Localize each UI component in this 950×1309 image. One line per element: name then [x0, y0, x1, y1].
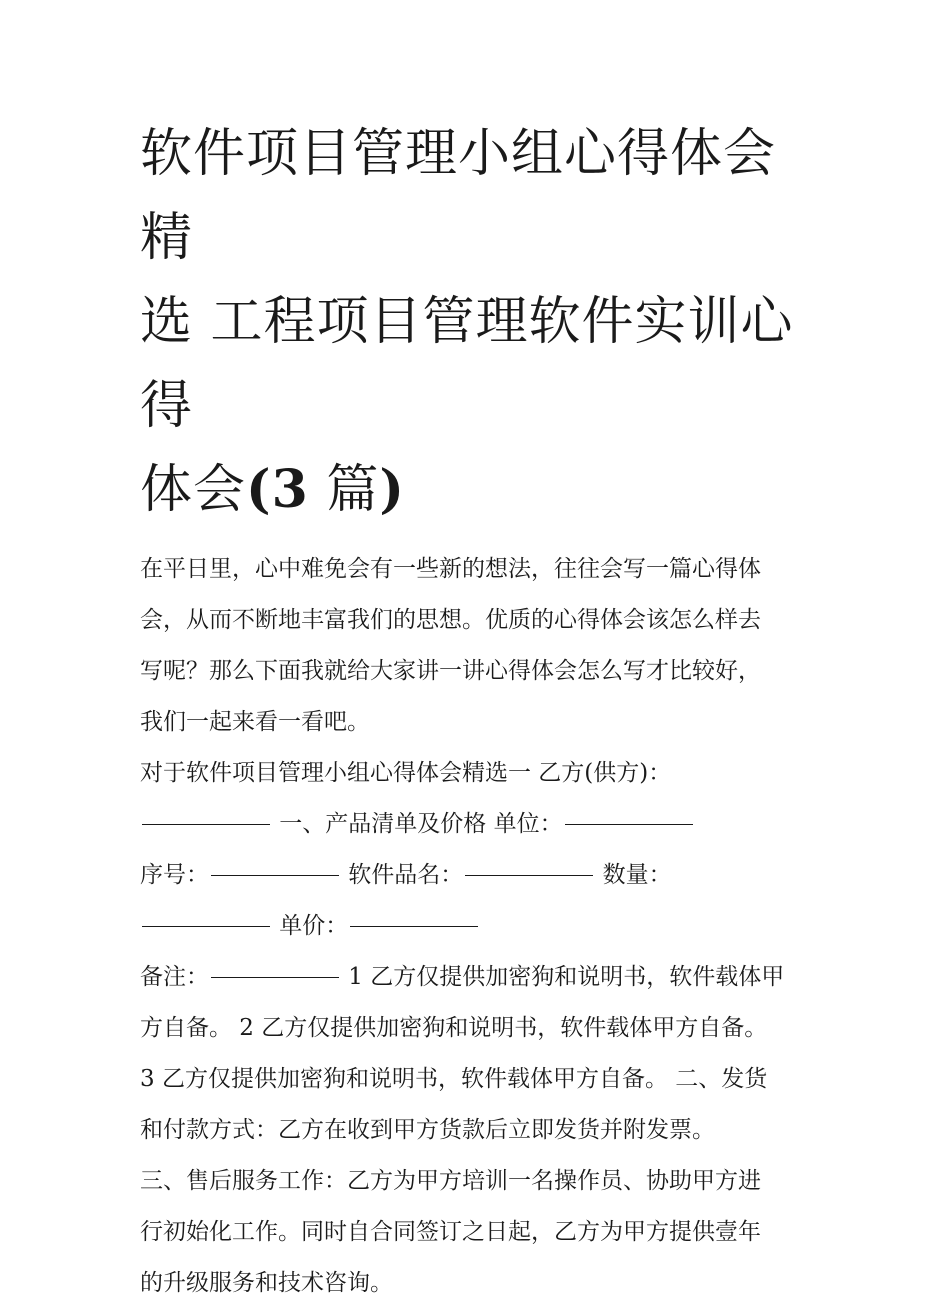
- title-line-3-number: (3: [246, 459, 309, 520]
- fill-blank: [211, 874, 339, 876]
- title-line-3-close: ): [379, 459, 405, 520]
- intro-line-4: 我们一起来看一看吧。: [140, 709, 370, 735]
- remarks-line-1: 1 乙方仅提供加密狗和说明书，软件载体甲: [341, 964, 785, 990]
- remarks-line-4: 和付款方式：乙方在收到甲方货款后立即发货并附发票。: [140, 1117, 715, 1143]
- contract-fields-paragraph: [140, 799, 820, 952]
- section-heading: 对于软件项目管理小组心得体会精选一 乙方(供方)：: [140, 760, 672, 786]
- remarks-paragraph: [140, 952, 820, 1156]
- fill-blank: [211, 976, 339, 978]
- software-name-label: 软件品名：: [341, 862, 464, 888]
- unit-price-label: 单价：: [272, 913, 349, 939]
- title-line-1: 软件项目管理小组心得体会精: [140, 124, 777, 268]
- intro-line-1: 在平日里，心中难免会有一些新的想法，往往会写一篇心得体: [140, 556, 761, 582]
- document-title: [140, 112, 820, 532]
- fill-blank: [142, 925, 270, 927]
- intro-line-3: 写呢？那么下面我就给大家讲一讲心得体会怎么写才比较好，: [140, 658, 761, 684]
- intro-paragraph: [140, 544, 820, 748]
- fill-blank: [465, 874, 593, 876]
- fill-blank: [350, 925, 478, 927]
- intro-line-2: 会，从而不断地丰富我们的思想。优质的心得体会该怎么样去: [140, 607, 761, 633]
- fill-blank: [565, 823, 693, 825]
- title-line-3-prefix: 体会: [140, 460, 247, 520]
- remarks-line-2: 方自备。 2 乙方仅提供加密狗和说明书，软件载体甲方自备。: [140, 1015, 768, 1041]
- fill-blank: [142, 823, 270, 825]
- document-body: [140, 544, 820, 1309]
- products-label: 一、产品清单及价格 单位：: [272, 811, 563, 837]
- title-line-3-pian: 篇: [308, 460, 380, 520]
- remarks-label: 备注：: [140, 964, 209, 990]
- remarks-line-3: 3 乙方仅提供加密狗和说明书，软件载体甲方自备。 二、发货: [140, 1066, 768, 1092]
- quantity-label: 数量：: [595, 862, 672, 888]
- title-line-2: 选 工程项目管理软件实训心得: [140, 292, 794, 436]
- after-sales-line-2: 行初始化工作。同时自合同签订之日起，乙方为甲方提供壹年: [140, 1219, 761, 1245]
- title-line-3: [140, 448, 820, 532]
- serial-label: 序号：: [140, 862, 209, 888]
- after-sales-paragraph: [140, 1156, 820, 1309]
- document-page: [140, 112, 820, 1309]
- after-sales-line-3: 的升级服务和技术咨询。: [140, 1270, 393, 1296]
- after-sales-line-1: 三、售后服务工作：乙方为甲方培训一名操作员、协助甲方进: [140, 1168, 761, 1194]
